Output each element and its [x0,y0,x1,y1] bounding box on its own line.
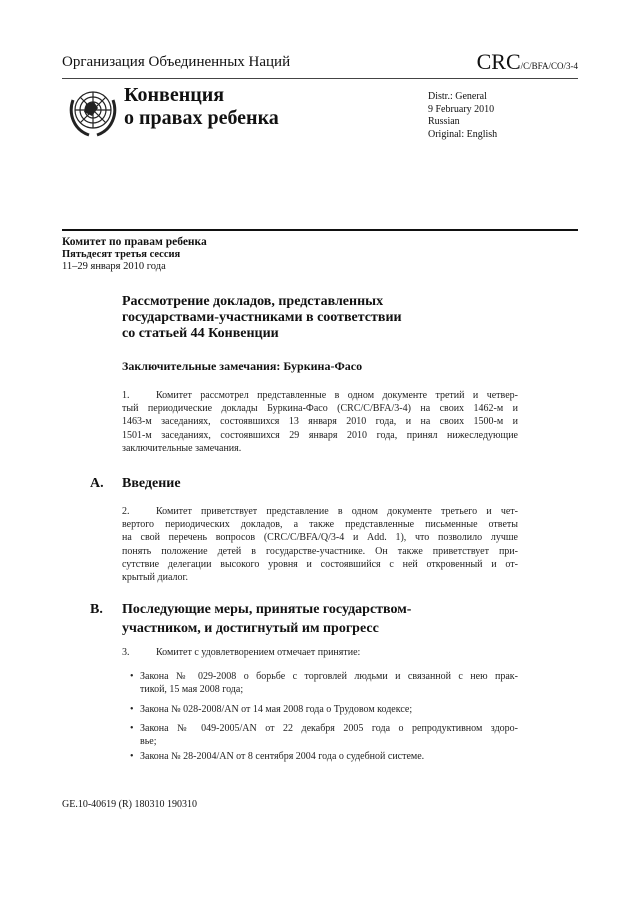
paragraph-2 [122,505,518,584]
para-number: 2. [122,506,130,517]
un-emblem-icon [64,82,122,140]
list-line: Закона № 029-2008 о борьбе с торговлей людьми и связанной с нею прак- [140,671,518,682]
list-line: Закона № 28-2004/AN от 8 сентября 2004 года о судебной системе. [140,751,425,762]
session: Пятьдесят третья сессия [62,248,181,260]
title-line: о правах ребенка [124,107,279,129]
distr-line: Original: English [428,128,498,140]
para-line: Комитет приветствует представление в одном документе третьего и чет- [156,506,518,517]
para-line: крытый диалог. [122,572,188,584]
convention-title [124,84,279,130]
distribution-info [428,91,497,141]
section-letter: B. [90,602,103,617]
header-divider [62,78,578,79]
para-number: 3. [122,647,130,658]
document-symbol [477,49,578,75]
distr-line: Distr.: General [428,91,487,102]
footer-job-number: GE.10-40619 (R) 180310 190310 [62,799,197,810]
para-line: тый периодические доклады Буркина-Фасо (CRC/C/BFA/3-4) на своих 1462-м и [122,403,518,415]
list-item: • Закона № 049-2005/AN от 22 декабря 2005 года о репродуктивном здоро- вье; [130,723,518,747]
document-title [122,294,402,342]
section-b-heading [90,600,412,638]
section-title-line: Последующие меры, принятые государством- [122,602,412,617]
section-title: Введение [122,476,181,491]
para-line: 1501-м заседаниях, состоявшихся 29 января 2010 года, принял нижеследующие [122,429,518,441]
committee-info [62,236,207,274]
section-title-line: участником, и достигнутый им прогресс [122,621,379,636]
distr-line: Russian [428,116,460,127]
committee-name: Комитет по правам ребенка [62,236,207,248]
list-item: • Закона № 029-2008 о борьбе с торговлей людьми и связанной с нею прак- тикой, 15 мая 2008 года; [130,671,518,695]
symbol-main: CRC [476,49,521,74]
paragraph-3 [122,646,518,659]
list-line: вье; [140,736,157,747]
para-line: сутствие делегации высокого уровня и состоявшийся с ней откровенный и от- [122,558,518,570]
symbol-sub: /C/BFA/CO/3-4 [520,61,578,71]
paragraph-1 [122,389,518,455]
para-number: 1. [122,390,130,401]
doc-title-line: государствами-участниками в соответствии [122,310,402,325]
para-line: Комитет рассмотрел представленные в одном документе третий и четвер- [156,390,518,401]
doc-title-line: со статьей 44 Конвенции [122,326,279,341]
subtitle: Заключительные замечания: Буркина-Фасо [122,359,363,373]
para-line: на свой перечень вопросов (CRC/C/BFA/Q/3-4 и Add. 1), что позволило лучше [122,532,518,544]
session-dates: 11–29 января 2010 года [62,261,166,272]
para-text: Комитет с удовлетворением отмечает принятие: [156,647,361,658]
distr-line: 9 February 2010 [428,103,495,115]
organization-name: Организация Объединенных Наций [62,54,291,70]
list-line: Закона № 049-2005/AN от 22 декабря 2005 года о репродуктивном здоро- [140,723,518,734]
list-item: • Закона № 028-2008/AN от 14 мая 2008 года о Трудовом кодексе; [140,703,518,716]
list-item: • Закона № 28-2004/AN от 8 сентября 2004 года о судебной системе. [140,750,518,763]
list-line: тикой, 15 мая 2008 года; [140,684,244,695]
title-line: Конвенция [124,84,225,106]
list-line: Закона № 028-2008/AN от 14 мая 2008 года о Трудовом кодексе; [140,704,413,715]
para-line: 1463-м заседаниях, состоявшихся 13 января 2010 года, и на своих 1500-м и [122,416,518,428]
para-line: понять положение детей в государстве-участнике. Он также приветствует при- [122,545,518,557]
para-line: заключительные замечания. [122,442,242,454]
section-a-heading [90,474,181,493]
section-letter: A. [90,476,104,491]
thick-divider [62,229,578,231]
doc-title-line: Рассмотрение докладов, представленных [122,294,384,309]
para-line: вертого периодических докладов, а также представленные письменные ответы [122,519,518,531]
